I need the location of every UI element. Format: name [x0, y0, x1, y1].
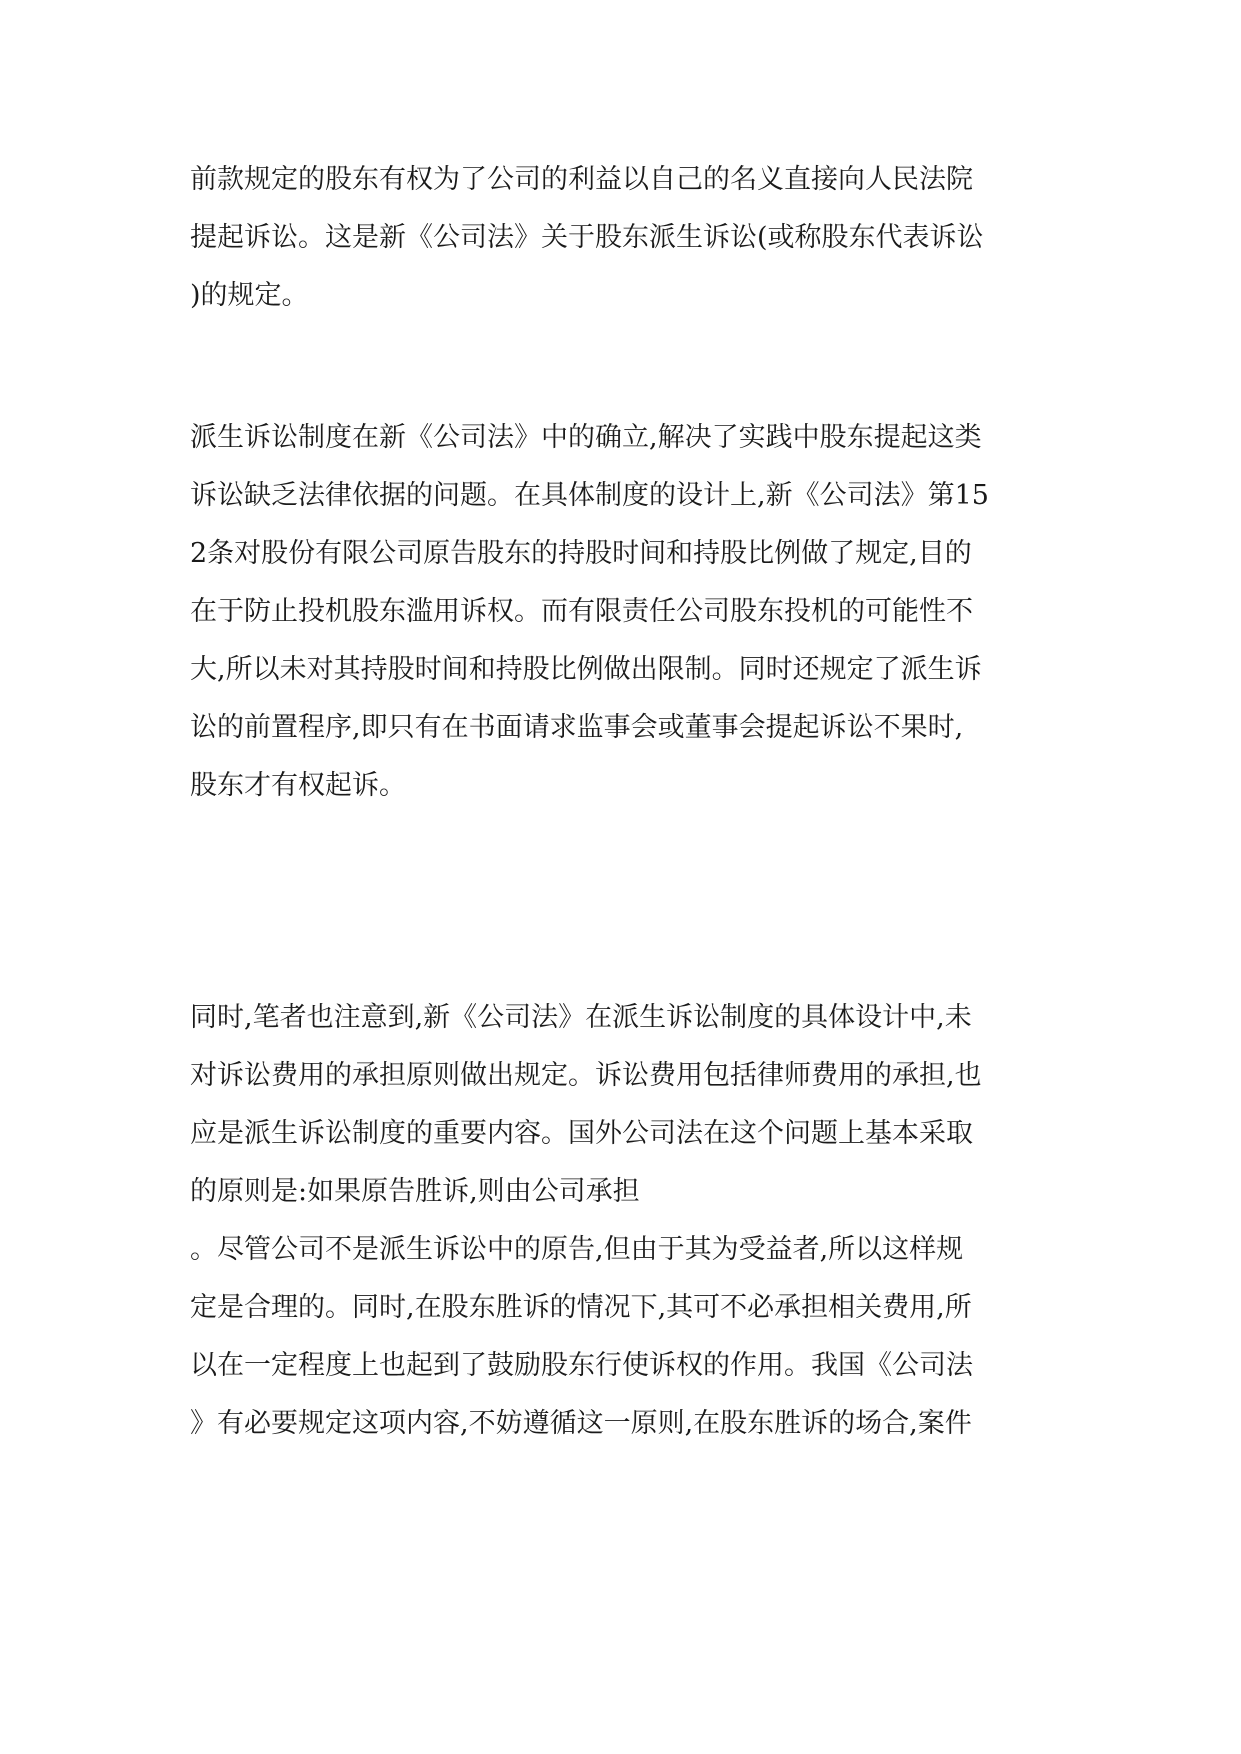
text-line: 讼的前置程序,即只有在书面请求监事会或董事会提起诉讼不果时, — [190, 712, 964, 743]
text-line: 同时,笔者也注意到,新《公司法》在派生诉讼制度的具体设计中,未 — [190, 1002, 972, 1033]
text-line: 前款规定的股东有权为了公司的利益以自己的名义直接向人民法院 — [190, 164, 973, 195]
text-line: 应是派生诉讼制度的重要内容。国外公司法在这个问题上基本采取 — [190, 1118, 973, 1149]
text-line: 诉讼缺乏法律依据的问题。在具体制度的设计上,新《公司法》第15 — [190, 480, 989, 511]
text-line: 在于防止投机股东滥用诉权。而有限责任公司股东投机的可能性不 — [190, 596, 973, 627]
text-line: 提起诉讼。这是新《公司法》关于股东派生诉讼(或称股东代表诉讼 — [190, 222, 984, 253]
text-line: 派生诉讼制度在新《公司法》中的确立,解决了实践中股东提起这类 — [190, 422, 982, 453]
text-line: 2条对股份有限公司原告股东的持股时间和持股比例做了规定,目的 — [190, 538, 972, 569]
text-line: 》有必要规定这项内容,不妨遵循这一原则,在股东胜诉的场合,案件 — [190, 1408, 972, 1439]
text-line: 定是合理的。同时,在股东胜诉的情况下,其可不必承担相关费用,所 — [190, 1292, 972, 1323]
text-line: 的原则是:如果原告胜诉,则由公司承担 — [190, 1176, 640, 1207]
text-line: 以在一定程度上也起到了鼓励股东行使诉权的作用。我国《公司法 — [190, 1350, 973, 1381]
text-line: 对诉讼费用的承担原则做出规定。诉讼费用包括律师费用的承担,也 — [190, 1060, 982, 1091]
text-line: 股东才有权起诉。 — [190, 770, 406, 801]
text-line: )的规定。 — [190, 280, 309, 311]
text-line: 。尽管公司不是派生诉讼中的原告,但由于其为受益者,所以这样规 — [190, 1234, 964, 1265]
text-line: 大,所以未对其持股时间和持股比例做出限制。同时还规定了派生诉 — [190, 654, 982, 685]
